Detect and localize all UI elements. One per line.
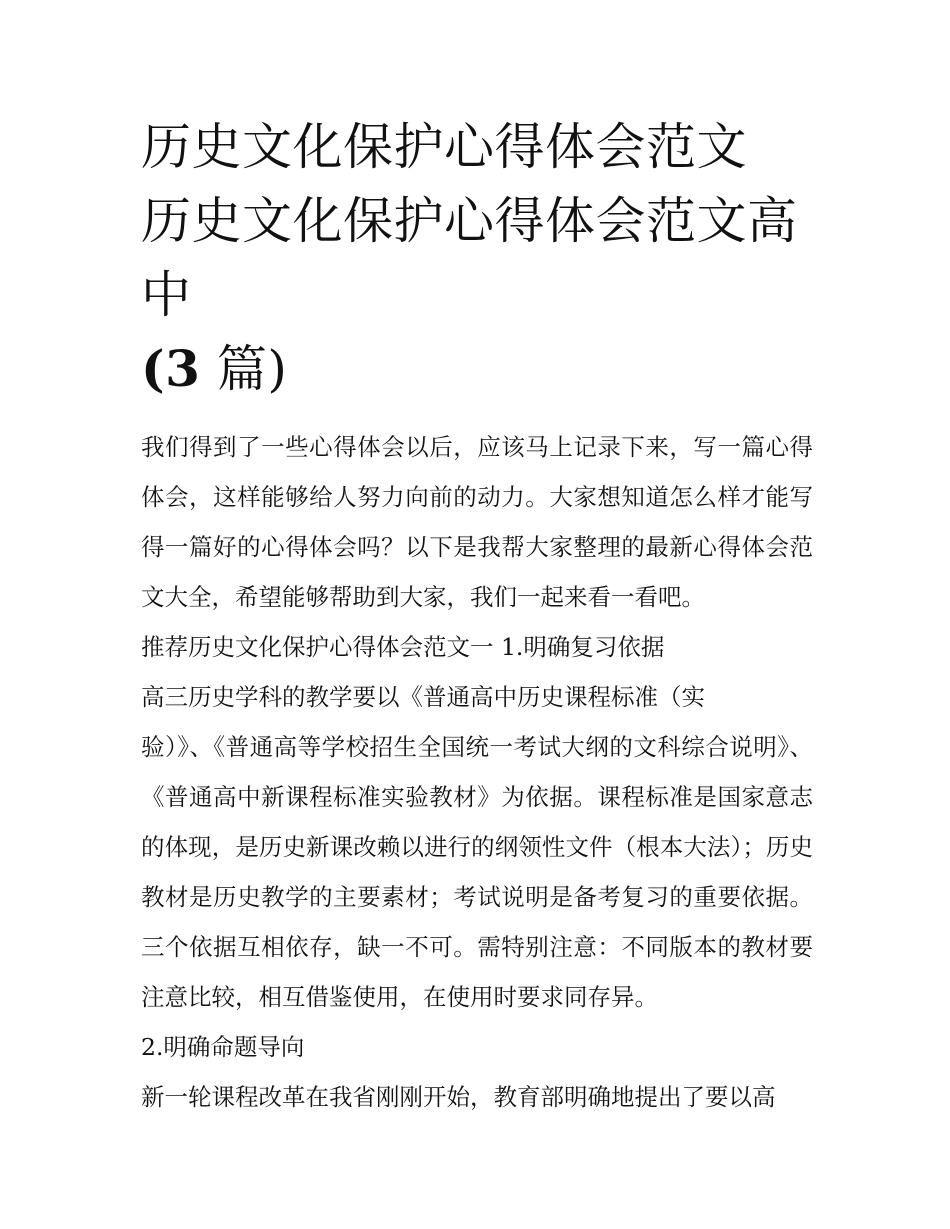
title-count-close: 篇) xyxy=(216,340,288,398)
intro-paragraph: 我们得到了一些心得体会以后，应该马上记录下来，写一篇心得体会，这样能够给人努力向前的动力。大家想知道怎么样才能写得一篇好的心得体会吗？以下是我帮大家整理的最新心得体会范文大全，希望能够帮助到大家，我们一起来看一看吧。 xyxy=(141,433,813,611)
body-paragraph-basis-start: 高三历史学科的教学要以《普通高中历史课程标准（实 xyxy=(141,683,705,711)
document-page xyxy=(141,110,813,1122)
document-title xyxy=(141,110,813,406)
body-paragraph-reform: 新一轮课程改革在我省刚刚开始，教育部明确地提出了要以高 xyxy=(141,1083,776,1111)
title-count-open: (3 xyxy=(141,339,201,398)
section-heading-orientation: 2.明确命题导向 xyxy=(141,1033,305,1061)
body-paragraph-basis: 验）》、《普通高等学校招生全国统一考试大纲的文科综合说明》、《普通高中新课程标准实验教材》为依据。课程标准是国家意志的体现，是历史新课改赖以进行的纲领性文件（根本大法）；历史教材是历史教学的主要素材；考试说明是备考复习的重要依据。三个依据互相依存，缺一不可。需特别注意：不同版本的教材要注意比较，相互借鉴使用，在使用时要求同存异。 xyxy=(141,733,813,1011)
section-heading-recommend: 推荐历史文化保护心得体会范文一 1.明确复习依据 xyxy=(141,633,665,661)
title-main: 历史文化保护心得体会范文 历史文化保护心得体会范文高中 xyxy=(141,118,798,324)
